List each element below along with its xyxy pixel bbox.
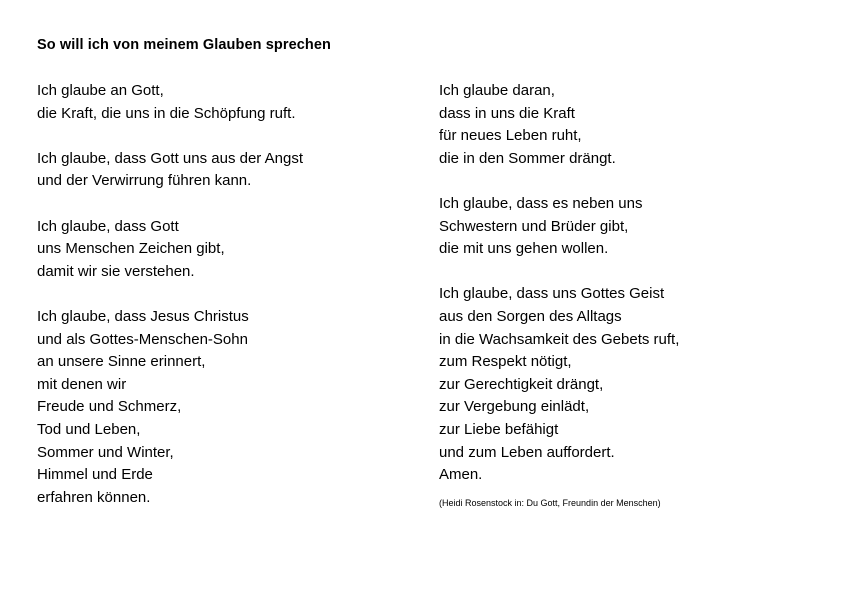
poem-line: Amen.: [439, 466, 483, 484]
poem-line: uns Menschen Zeichen gibt,: [37, 240, 225, 258]
poem-line: aus den Sorgen des Alltags: [439, 307, 622, 325]
poem-right-column: [439, 80, 819, 509]
poem-line: und zum Leben auffordert.: [439, 443, 615, 461]
poem-line: dass in uns die Kraft: [439, 104, 575, 122]
stanza: [37, 306, 397, 509]
poem-line: Tod und Leben,: [37, 420, 141, 438]
poem-line: zur Gerechtigkeit drängt,: [439, 375, 604, 393]
poem-line: damit wir sie verstehen.: [37, 262, 195, 280]
stanza: [439, 80, 819, 170]
poem-line: Schwestern und Brüder gibt,: [439, 217, 629, 235]
stanza: [439, 193, 819, 261]
stanza: [37, 80, 397, 125]
poem-left-column: [37, 80, 397, 532]
poem-line: Freude und Schmerz,: [37, 398, 182, 416]
poem-line: Sommer und Winter,: [37, 443, 174, 461]
poem-line: Ich glaube, dass Gott uns aus der Angst: [37, 149, 304, 167]
poem-line: die mit uns gehen wollen.: [439, 240, 609, 258]
poem-line: und der Verwirrung führen kann.: [37, 172, 252, 190]
poem-line: in die Wachsamkeit des Gebets ruft,: [439, 330, 680, 348]
poem-line: die in den Sommer drängt.: [439, 149, 616, 167]
poem-line: mit denen wir: [37, 375, 127, 393]
poem-line: zur Liebe befähigt: [439, 420, 559, 438]
poem-line: die Kraft, die uns in die Schöpfung ruft.: [37, 104, 296, 122]
stanza: [37, 216, 397, 284]
poem-line: Ich glaube, dass Gott: [37, 217, 179, 235]
poem-line: Ich glaube, dass es neben uns: [439, 194, 643, 212]
poem-line: an unsere Sinne erinnert,: [37, 353, 206, 371]
stanza: [439, 283, 819, 486]
poem-line: Ich glaube an Gott,: [37, 82, 164, 99]
poem-line: zur Vergebung einlädt,: [439, 398, 590, 416]
poem-line: zum Respekt nötigt,: [439, 353, 572, 371]
poem-line: Ich glaube daran,: [439, 82, 555, 99]
poem-line: Ich glaube, dass uns Gottes Geist: [439, 285, 665, 303]
poem-line: erfahren können.: [37, 488, 151, 506]
stanza: [37, 148, 397, 193]
poem-line: Himmel und Erde: [37, 466, 153, 484]
poem-line: und als Gottes-Menschen-Sohn: [37, 330, 248, 348]
poem-line: Ich glaube, dass Jesus Christus: [37, 307, 249, 325]
document-title: So will ich von meinem Glauben sprechen: [37, 37, 331, 53]
source-citation: (Heidi Rosenstock in: Du Gott, Freundin der Menschen): [439, 498, 661, 508]
poem-line: für neues Leben ruht,: [439, 127, 582, 145]
